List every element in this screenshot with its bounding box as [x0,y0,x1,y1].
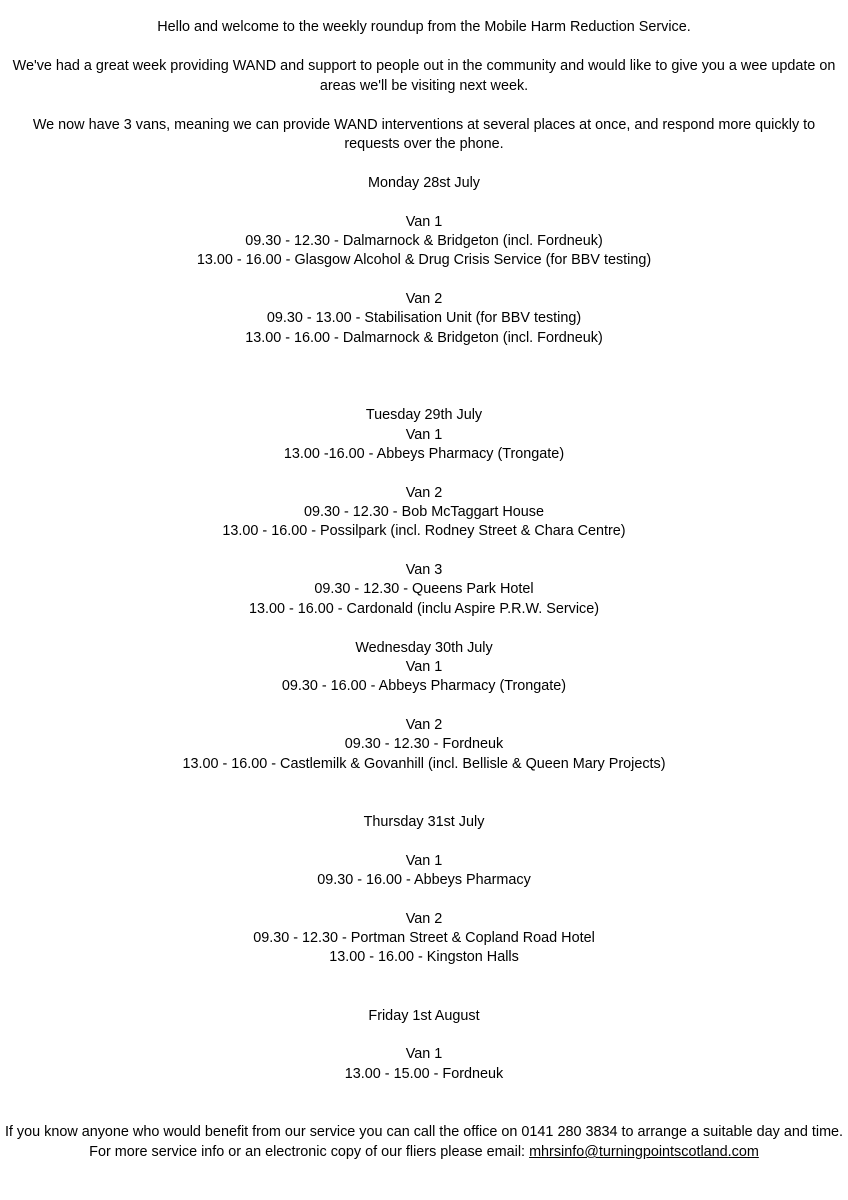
van-label: Van 1 [405,214,443,230]
welcome-text: Hello and welcome to the weekly roundup from the Mobile Harm Reduction Service. [157,19,691,35]
van-label: Van 1 [405,659,443,675]
email-prefix: For more service info or an electronic copy of our fliers please email: [89,1144,530,1160]
vans-info-line-1: We now have 3 vans, meaning we can provide WAND interventions at several places at once, and respond more quickly to [32,117,816,133]
day-heading-tuesday: Tuesday 29th July [365,407,483,423]
schedule-slot: 09.30 - 16.00 - Abbeys Pharmacy (Trongate) [281,678,567,694]
schedule-slot: 09.30 - 12.30 - Fordneuk [344,736,504,752]
email-line [0,1143,848,1162]
contact-text: If you know anyone who would benefit from our service you can call the office on 0141 280 3834 to arrange a suitable day and time. [4,1124,844,1140]
van-label: Van 1 [405,1046,443,1062]
schedule-slot: 09.30 - 12.30 - Dalmarnock & Bridgeton (incl. Fordneuk) [245,233,603,249]
day-heading-monday: Monday 28st July [368,175,480,191]
schedule-slot: 09.30 - 12.30 - Portman Street & Copland Road Hotel [253,930,595,946]
schedule-slot: 09.30 - 16.00 - Abbeys Pharmacy [317,872,531,888]
schedule-slot: 09.30 - 12.30 - Bob McTaggart House [304,504,544,520]
van-label: Van 2 [405,291,443,307]
van-label: Van 2 [405,911,443,927]
schedule-slot: 09.30 - 13.00 - Stabilisation Unit (for BBV testing) [266,310,582,326]
van-label: Van 2 [405,717,443,733]
schedule-slot: 13.00 - 16.00 - Castlemilk & Govanhill (incl. Bellisle & Queen Mary Projects) [182,756,666,772]
day-heading-friday: Friday 1st August [368,1008,480,1024]
schedule-slot: 13.00 - 16.00 - Dalmarnock & Bridgeton (incl. Fordneuk) [245,330,603,346]
schedule-slot: 13.00 - 15.00 - Fordneuk [344,1066,504,1082]
week-update-line-1: We've had a great week providing WAND and support to people out in the community and would like to give you a wee update on [12,58,836,74]
day-heading-wednesday: Wednesday 30th July [355,640,493,656]
vans-info-line-2: requests over the phone. [344,136,504,152]
schedule-slot: 13.00 - 16.00 - Kingston Halls [329,949,519,965]
van-label: Van 1 [405,427,443,443]
schedule-slot: 09.30 - 12.30 - Queens Park Hotel [314,581,534,597]
schedule-slot: 13.00 -16.00 - Abbeys Pharmacy (Trongate) [283,446,565,462]
schedule-slot: 13.00 - 16.00 - Glasgow Alcohol & Drug Crisis Service (for BBV testing) [196,252,652,268]
van-label: Van 2 [405,485,443,501]
email-link[interactable]: mhrsinfo@turningpointscotland.com [529,1144,759,1160]
schedule-slot: 13.00 - 16.00 - Possilpark (incl. Rodney Street & Chara Centre) [222,523,626,539]
schedule-slot: 13.00 - 16.00 - Cardonald (inclu Aspire P.R.W. Service) [248,601,600,617]
week-update-line-2: areas we'll be visiting next week. [319,78,529,94]
van-label: Van 1 [405,853,443,869]
van-label: Van 3 [405,562,443,578]
day-heading-thursday: Thursday 31st July [363,814,485,830]
